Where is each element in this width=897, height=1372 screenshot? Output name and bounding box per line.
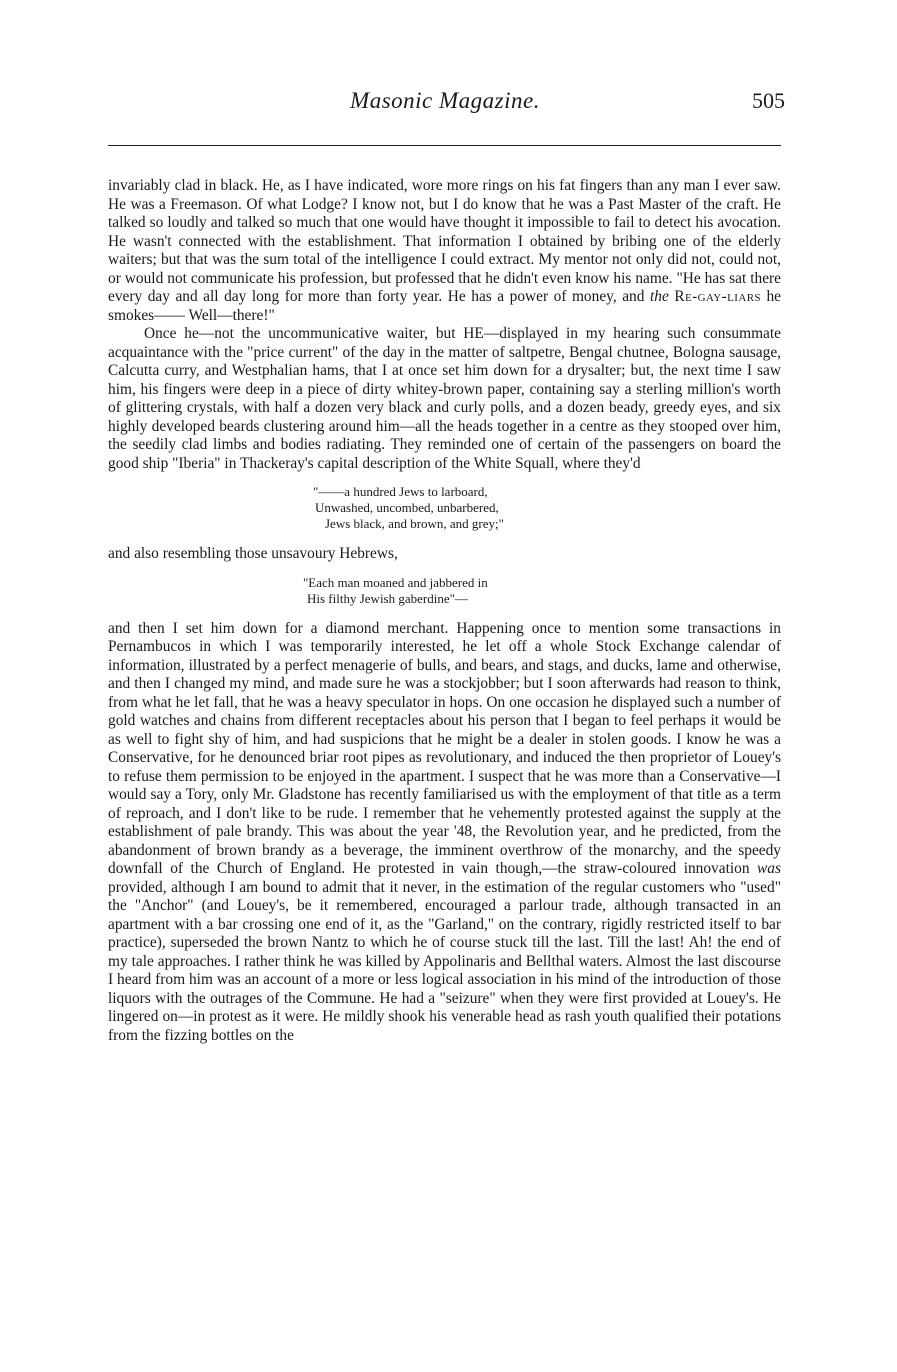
page-number: 505 <box>752 88 785 113</box>
paragraph-1-italic: the <box>649 288 669 305</box>
verse-quote-2 <box>108 575 781 607</box>
header-rule <box>108 145 781 146</box>
paragraph-1-smallcaps: Re-gay-liars <box>674 288 761 305</box>
paragraph-4-text: and then I set him down for a diamond merchant. Happening once to mention some transactions in Pernambucos in which I was temporarily interested, he let off a whole Stock Exchange calendar of information, illustrated by a perfect menagerie of bulls, and bears, and stags, and ducks, lame and otherwise, and then I changed my mind, and made sure he was a stockjobber; but I soon afterwards had reason to think, from what he let fall, that he was a heavy speculator in hops. On one occasion he displayed such a number of gold watches and chains from different receptacles about his person that I began to feel perhaps it would be as well to fight shy of him, and had suspicions that he might be a dealer in stolen goods. I know he was a Conservative, for he denounced briar root pipes as revolutionary, and induced the then proprietor of Louey's to refuse them permission to be enjoyed in the apartment. I suspect that he was more than a Conservative—I would say a Tory, only Mr. Gladstone has recently familiarised us with the employment of that title as a term of reproach, and I don't like to be rude. I remember that he vehemently protested against the supply at the establishment of pale brandy. This was about the year '48, the Revolution year, and he predicted, from the abandonment of brown brandy as a beverage, the imminent overthrow of the monarchy, and the speedy downfall of the Church of England. He protested in vain though,—the straw-coloured innovation <box>108 619 781 877</box>
paragraph-4-italic: was <box>757 860 781 877</box>
verse-line: His filthy Jewish gaberdine"— <box>307 590 468 606</box>
verse-line: Jews black, and brown, and grey;" <box>325 516 504 531</box>
paragraph-4 <box>108 620 781 1046</box>
paragraph-1-ending: he smokes—— Well—there!" <box>108 288 782 324</box>
paragraph-1 <box>108 177 781 325</box>
verse-line: "Each man moaned and jabbered in <box>303 574 488 590</box>
article-body <box>108 177 781 1045</box>
paragraph-1-text: invariably clad in black. He, as I have indicated, wore more rings on his fat fingers than any man I ever saw. He was a Freemason. Of what Lodge? I know not, but I do know that he was a Past Master of the craft. He talked so loudly and talked so much that one would have thought it impossible to fail to detect his avocation. He wasn't connected with the establishment. That information I obtained by bribing one of the elderly waiters; but that was the sum total of the intelligence I could extract. My mentor not only did not, could not, or would not communicate his profession, but professed that he didn't even know his name. "He has sat there every day and all day long for more than forty year. He has a power of money, and <box>108 177 781 305</box>
page-header <box>105 88 785 124</box>
paragraph-4-ending: provided, although I am bound to admit that it never, in the estimation of the regular customers who "used" the "Anchor" (and Louey's, be it remembered, encouraged a parlour trade, although transacted in an apartment with a bar crossing one end of it, as the "Garland," on the contrary, rigidly restricted itself to bar practice), superseded the brown Nantz to which he of course stuck till the last. Till the last! Ah! the end of my tale approaches. I rather think he was killed by Appolinaris and Bellthal waters. Almost the last discourse I heard from him was an account of a more or less logical association in his mind of the introduction of those liquors with the outrages of the Commune. He had a "seizure" when they were first provided at Louey's. He lingered on—in protest as it were. He mildly shook his venerable head as rash youth qualified their potations from the fizzing bottles on the <box>108 878 781 1044</box>
verse-line: Unwashed, uncombed, unbarbered, <box>315 500 499 515</box>
verse-quote-1 <box>108 484 781 532</box>
verse-line: "——a hundred Jews to larboard, <box>313 484 488 499</box>
paragraph-3: and also resembling those unsavoury Hebrews, <box>108 545 398 562</box>
running-title: Masonic Magazine. <box>350 88 540 113</box>
paragraph-2: Once he—not the uncommunicative waiter, but HE—displayed in my hearing such consummate acquaintance with the "price current" of the day in the matter of saltpetre, Bengal chutnee, Bologna sausage, Calcutta curry, and Westphalian hams, that I at once set him down for a drysalter; but, the next time I saw him, his fingers were deep in a piece of dirty whitey-brown paper, containing say a sterling million's worth of glittering crystals, with half a dozen very black and curly polls, and a dozen beady, greedy eyes, and six highly developed beards clustering around him—all the heads together in a centre as they stooped over him, the seedily clad limbs and bodies radiating. They reminded one of certain of the passengers on board the good ship "Iberia" in Thackeray's capital description of the White Squall, where they'd <box>108 325 781 472</box>
